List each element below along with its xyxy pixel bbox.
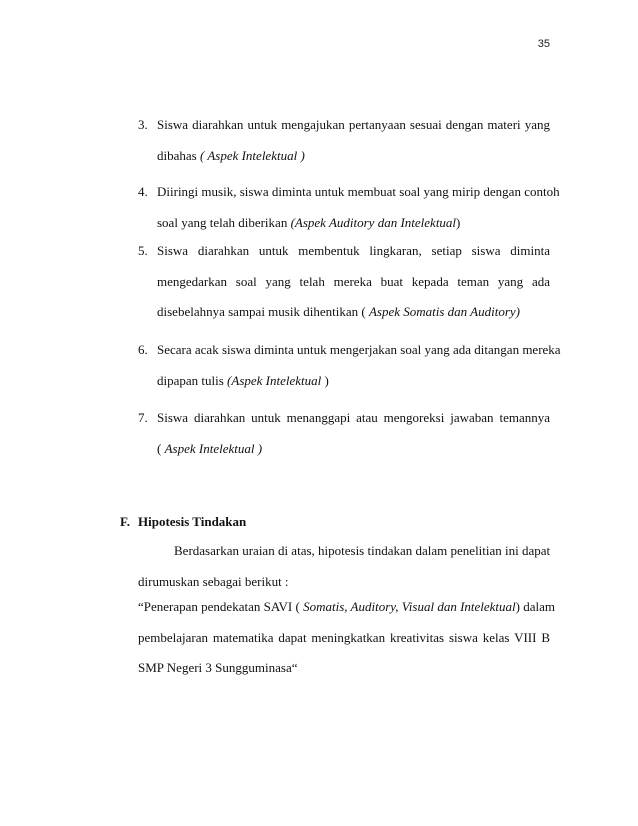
hypothesis-line: pembelajaran matematika dapat meningkatkan kreativitas siswa kelas VIII B [138, 629, 550, 645]
paragraph-line: Berdasarkan uraian di atas, hipotesis tindakan dalam penelitian ini dapat [174, 543, 551, 558]
step-text-line: mengedarkan soal yang telah mereka buat kepada teman yang ada [157, 273, 550, 289]
step-aspect: Aspek Somatis dan Auditory) [368, 304, 520, 319]
step-item-4 [138, 177, 560, 238]
section-title: Hipotesis Tindakan [138, 514, 247, 529]
step-number: 6. [138, 342, 148, 357]
step-aspect: (Aspek Auditory dan Intelektual [290, 214, 457, 230]
step-list [138, 403, 550, 464]
step-number: 4. [138, 184, 148, 199]
step-number: 5. [138, 243, 148, 258]
section-heading [120, 507, 246, 537]
step-item-3 [138, 110, 550, 171]
step-text-line: Diiringi musik, siswa diminta untuk membuat soal yang mirip dengan contoh [157, 184, 560, 199]
step-list [138, 236, 550, 328]
step-aspect: Aspek Intelektual ) [164, 440, 263, 456]
step-text-line: Secara acak siswa diminta untuk mengerjakan soal yang ada ditangan mereka [157, 342, 561, 357]
hypothesis-paragraph [138, 592, 555, 684]
step-item-5 [138, 236, 550, 328]
paragraph-line: dirumuskan sebagai berikut : [138, 573, 289, 589]
intro-paragraph [138, 536, 550, 597]
step-aspect: ( Aspek Intelektual ) [199, 147, 305, 163]
step-item-6 [138, 335, 561, 396]
step-aspect: (Aspek Intelektual [227, 372, 325, 388]
step-text-line: Siswa diarahkan untuk mengajukan pertanyaan sesuai dengan materi yang [157, 117, 550, 132]
step-list [138, 177, 560, 238]
step-text-line [157, 434, 550, 465]
step-aspect-suffix: ) [324, 372, 329, 388]
section-letter: F. [120, 514, 130, 529]
step-text: soal yang telah diberikan [157, 214, 291, 230]
step-item-7 [138, 403, 550, 464]
step-list [138, 335, 561, 396]
page-number: 35 [537, 38, 550, 50]
step-text: ( [157, 440, 165, 456]
step-text-line [157, 297, 550, 328]
hypothesis-line: SMP Negeri 3 Sungguminasa“ [138, 660, 298, 675]
step-number: 3. [138, 117, 148, 132]
step-number: 7. [138, 410, 148, 425]
hypothesis-line [138, 592, 555, 623]
step-text: disebelahnya sampai musik dihentikan ( [157, 304, 369, 319]
hypothesis-text: “Penerapan pendekatan SAVI ( [138, 599, 304, 614]
step-text-line [157, 366, 550, 397]
step-text-line: Siswa diarahkan untuk menanggapi atau mengoreksi jawaban temannya [157, 410, 550, 425]
hypothesis-italic: Somatis, Auditory, Visual dan Intelektual [303, 599, 516, 614]
step-aspect-suffix: ) [456, 214, 461, 230]
hypothesis-text: ) dalam [515, 599, 555, 614]
step-list [138, 110, 550, 171]
step-text: dibahas [157, 147, 200, 163]
step-text: dipapan tulis [157, 372, 228, 388]
step-text-line: Siswa diarahkan untuk membentuk lingkaran, setiap siswa diminta [157, 243, 550, 258]
step-text-line [157, 208, 550, 239]
step-text-line [157, 141, 550, 172]
